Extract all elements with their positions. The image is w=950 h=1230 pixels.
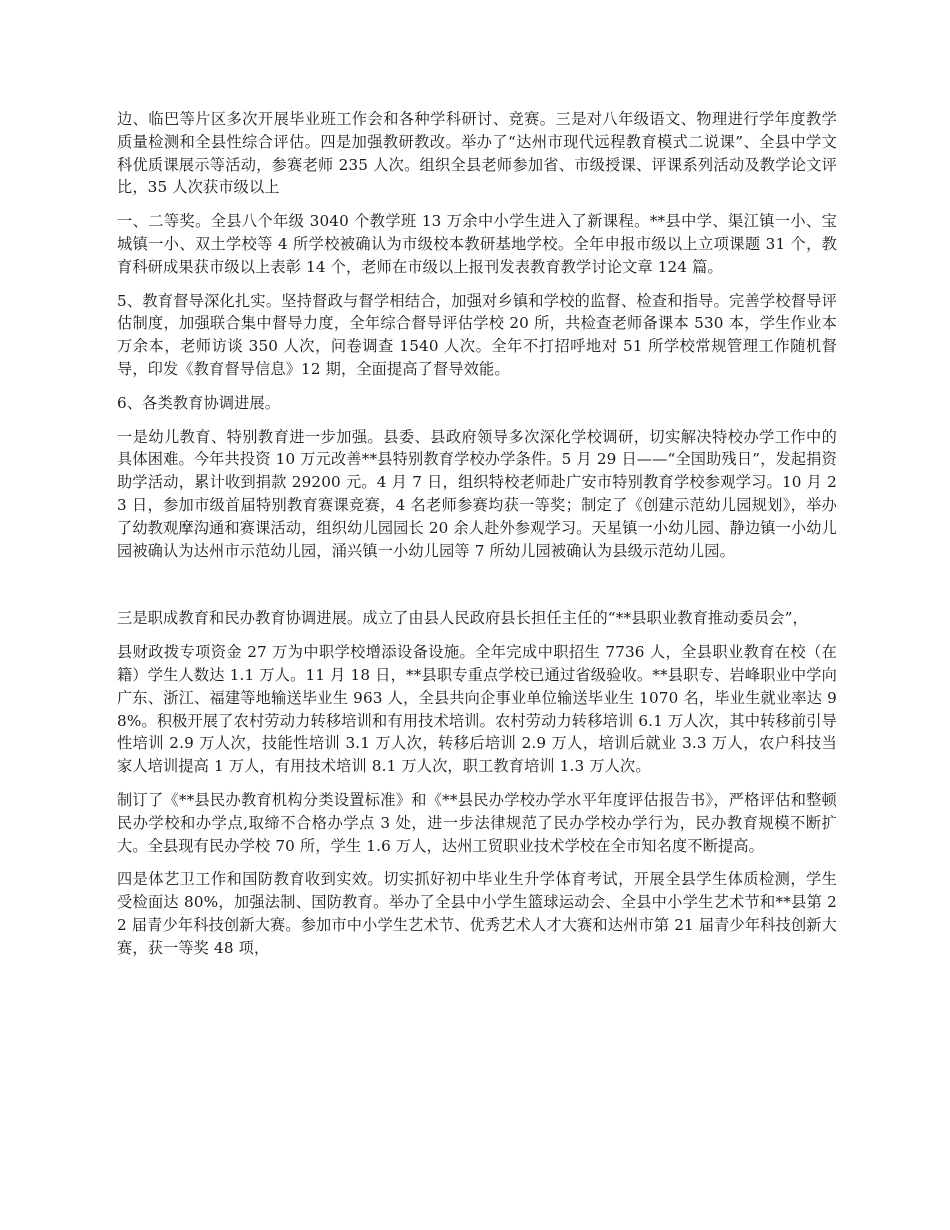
paragraph-awards-curriculum: 一、二等奖。全县八个年级 3040 个教学班 13 万余中小学生进入了新课程。**县中学、渠江镇一小、宝城镇一小、双土学校等 4 所学校被确认为市级校本教研基地学校。全年申报市级以上立项课题 31 个，教育科研成果获市级以上表彰 14 个，老师在市级以上报刊发表教育教学讨论文章 124 篇。 xyxy=(117,212,837,276)
paragraph-vocational-funding: 县财政拨专项资金 27 万为中职学校增添设备设施。全年完成中职招生 7736 人，全县职业教育在校（在籍）学生人数达 1.1 万人。11 月 18 日，**县职专重点学校已通过省级验收。**县职专、岩峰职业中学向广东、浙江、福建等地输送毕业生 963 人，全县共向企事业单位输送毕业生 1070 名，毕业生就业率达 98%。积极开展了农村劳动力转移培训和有用技术培训。农村劳动力转移培训 6.1 万人次，其中转移前引导性培训 2.9 万人次，技能性培训 3.1 万人次，转移后培训 2.9 万人，培训后就业 3.3 万人，农户科技当家人培训提高 1 万人，有用技术培训 8.1 万人次，职工教育培训 1.3 万人次。 xyxy=(117,643,837,776)
paragraph-vocational-education: 三是职成教育和民办教育协调进展。成立了由县人民政府县长担任主任的“**县职业教育推动委员会”， xyxy=(117,609,808,628)
paragraph-teaching-research: 边、临巴等片区多次开展毕业班工作会和各种学科研讨、竞赛。三是对八年级语文、物理进行学年度教学质量检测和全县性综合评估。四是加强教研教改。举办了“达州市现代远程教育模式二说课”、全县中学文科优质课展示等活动，参赛老师 235 人次。组织全县老师参加省、市级授课、评课系列活动及教学论文评比，35 人次获市级以上 xyxy=(117,110,837,197)
paragraph-sports-arts: 四是体艺卫工作和国防教育收到实效。切实抓好初中毕业生升学体育考试，开展全县学生体质检测，学生受检面达 80%，加强法制、国防教育。举办了全县中小学生篮球运动会、全县中小学生艺术节和**县第 22 届青少年科技创新大赛。参加市中小学生艺术节、优秀艺术人才大赛和达州市第 21 届青少年科技创新大赛，获一等奖 48 项， xyxy=(117,870,837,957)
paragraph-section-heading: 6、各类教育协调进展。 xyxy=(117,393,281,412)
paragraph-private-education: 制订了《**县民办教育机构分类设置标准》和《**县民办学校办学水平年度评估报告书》，严格评估和整顿民办学校和办学点,取缔不合格办学点 3 处，进一步法律规范了民办学校办学行为，民办教育规模不断扩大。全县现有民办学校 70 所，学生 1.6 万人，达州工贸职业技术学校在全市知名度不断提高。 xyxy=(117,790,837,855)
paragraph-preschool-special-education: 一是幼儿教育、特别教育进一步加强。县委、县政府领导多次深化学校调研，切实解决特校办学工作中的具体困难。今年共投资 10 万元改善**县特别教育学校办学条件。5 月 29 日——“全国助残日”，发起捐资助学活动，累计收到捐款 29200 元。4 月 7 日，组织特校老师赴广安市特别教育学校参观学习。10 月 23 日，参加市级首届特别教育赛课竞赛，4 名老师参赛均获一等奖；制定了《创建示范幼儿园规划》，举办了幼教观摩沟通和赛课活动，组织幼儿园园长 20 余人赴外参观学习。天星镇一小幼儿园、静边镇一小幼儿园被确认为达州市示范幼儿园，涌兴镇一小幼儿园等 7 所幼儿园被确认为县级示范幼儿园。 xyxy=(117,427,837,560)
document-page xyxy=(117,108,837,971)
section-spacer xyxy=(117,573,837,607)
paragraph-education-supervision: 5、教育督导深化扎实。坚持督政与督学相结合，加强对乡镇和学校的监督、检查和指导。完善学校督导评估制度，加强联合集中督导力度，全年综合督导评估学校 20 所，共检查老师备课本 530 本，学生作业本万余本，老师访谈 350 人次，问卷调查 1540 人次。全年不打招呼地对 51 所学校常规管理工作随机督导，印发《教育督导信息》12 期，全面提高了督导效能。 xyxy=(117,291,837,378)
